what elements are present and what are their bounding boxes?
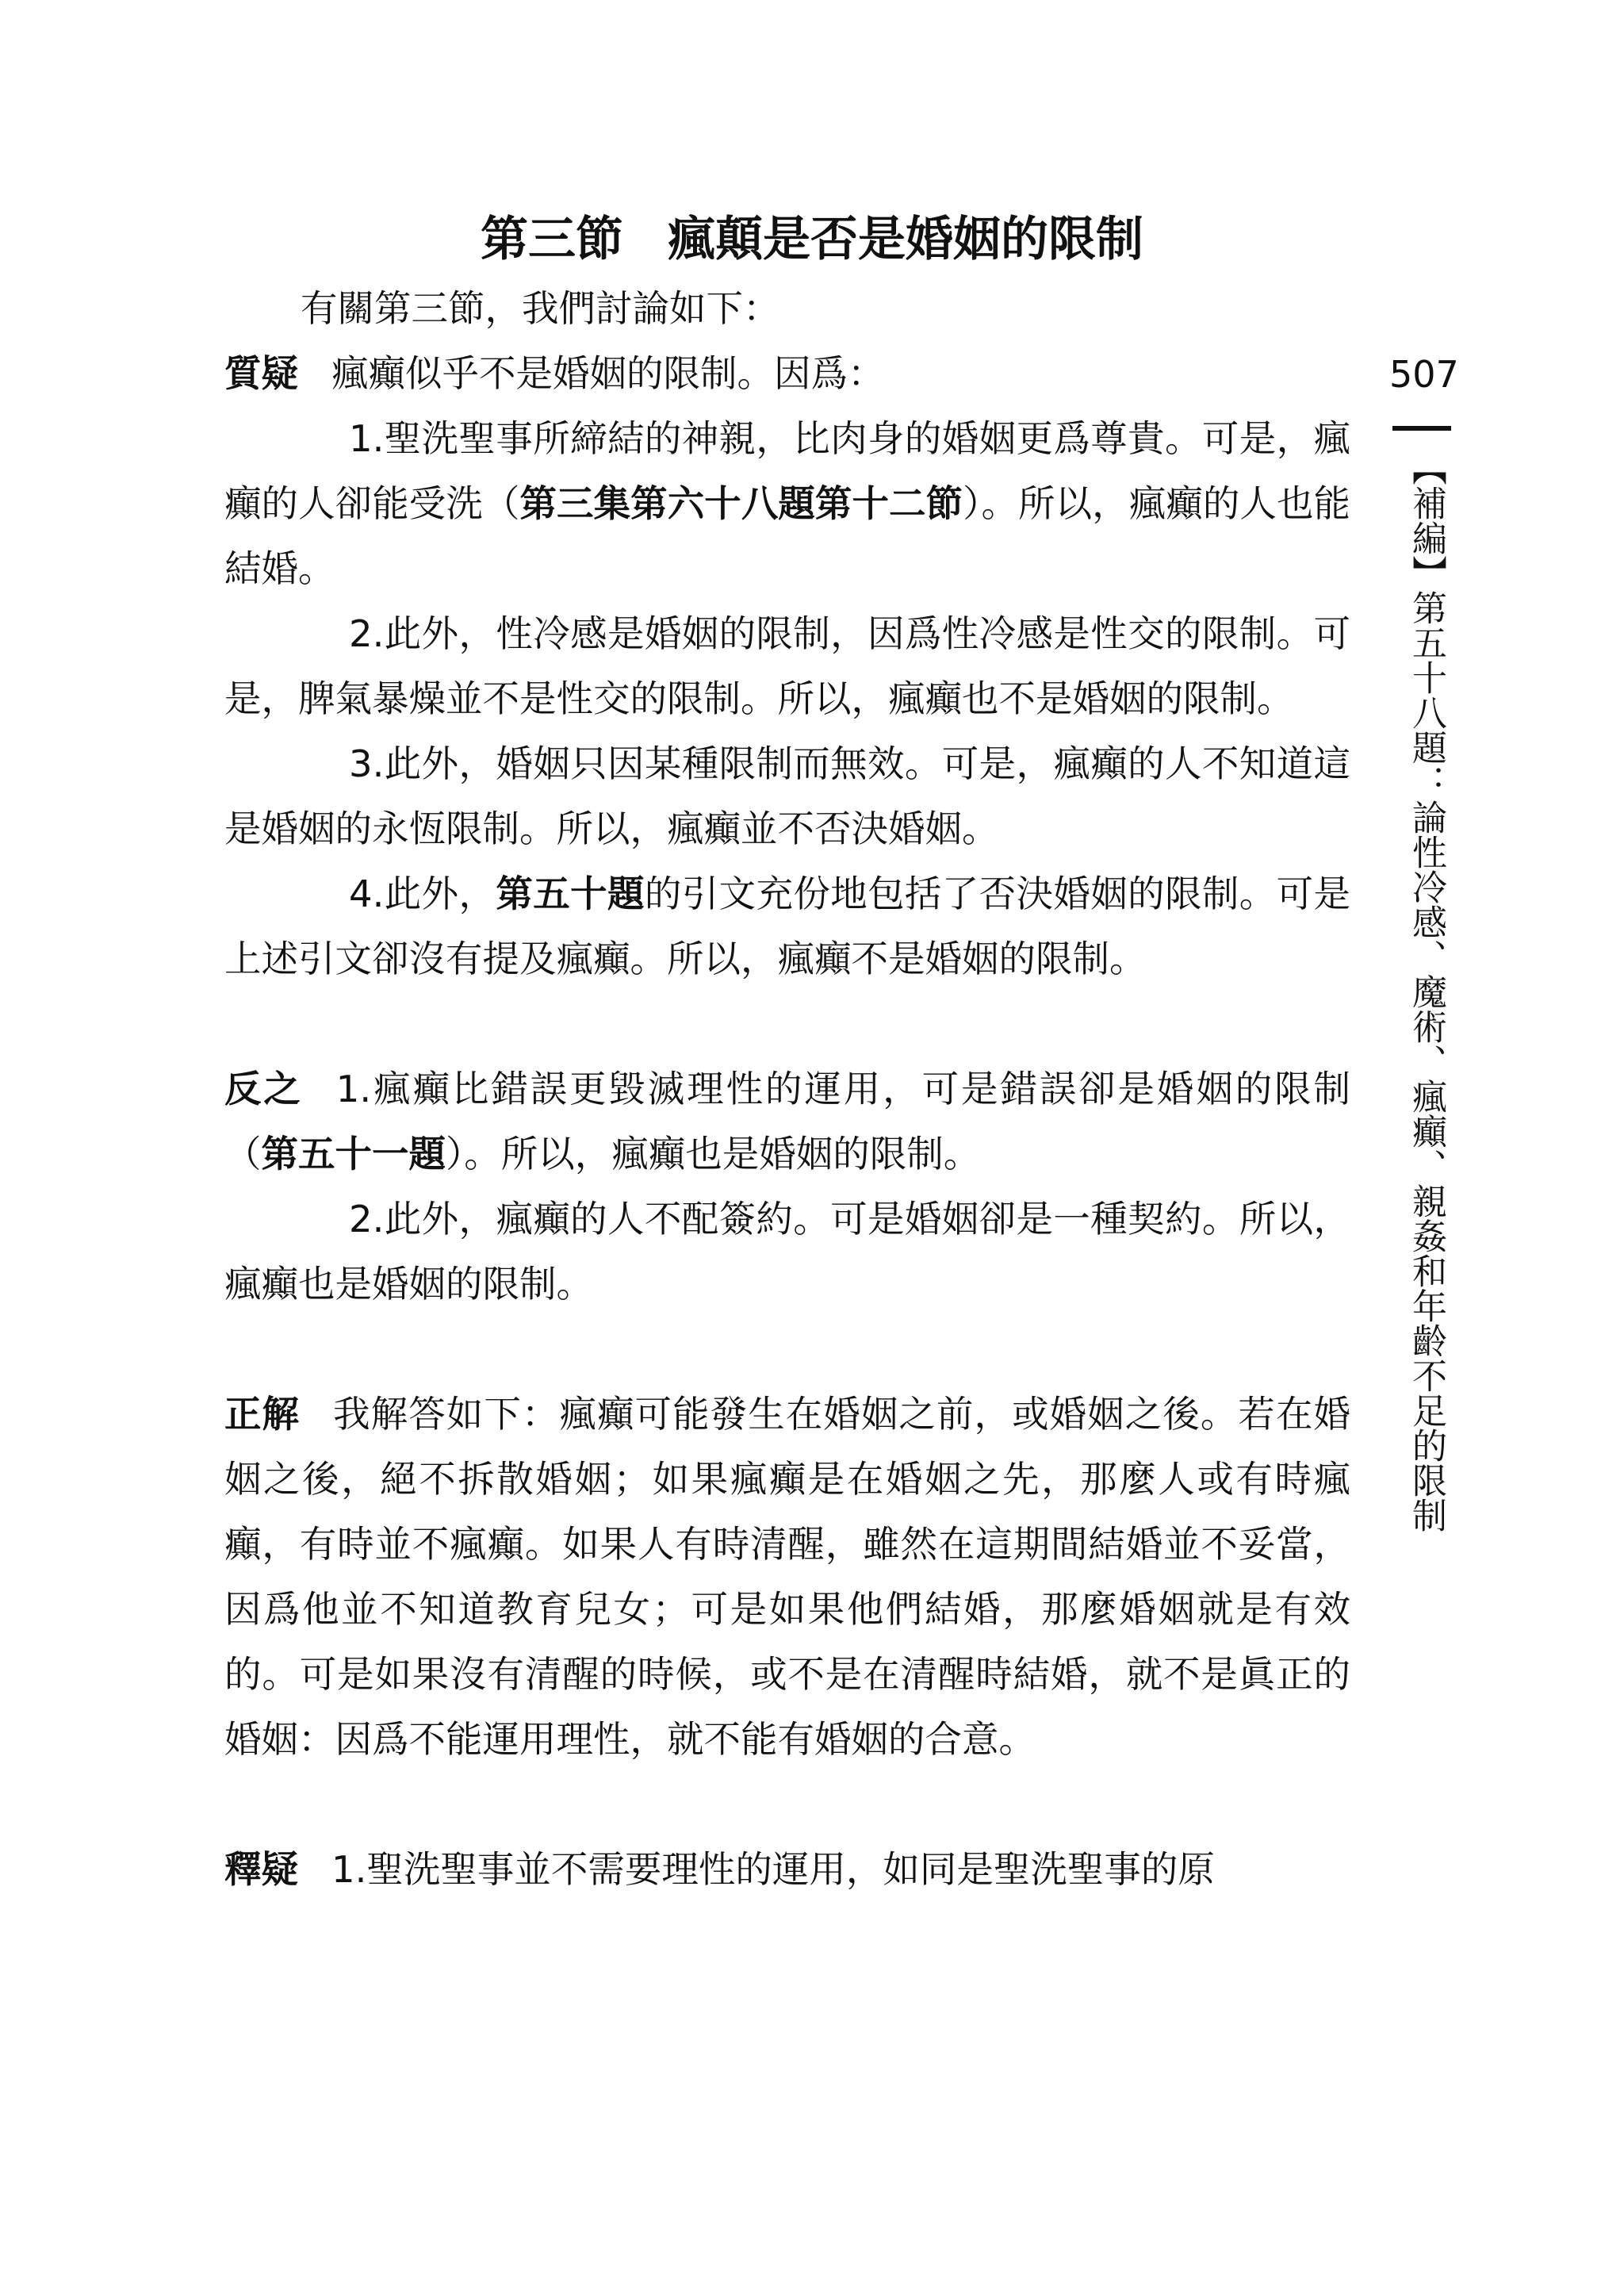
replies-label: 釋疑 (224, 1848, 298, 1891)
objection-1-text-b: ）。所以，瘋癲的人也能結婚。 (224, 482, 1351, 590)
main-text (224, 276, 1350, 1902)
objection-4 (224, 861, 1350, 991)
objection-1-text-a: 1.聖洗聖事所締結的神親，比肉身的婚姻更爲尊貴。可是，瘋癲的人卻能受洗（ (224, 417, 1350, 525)
objection-3: 3.此外，婚姻只因某種限制而無效。可是，瘋癲的人不知道這是婚姻的永恆限制。所以，瘋癲並不否決婚姻。 (224, 742, 1350, 850)
intro-paragraph: 有關第三節，我們討論如下： (301, 287, 780, 330)
objection-2: 2.此外，性冷感是婚姻的限制，因爲性冷感是性交的限制。可是，脾氣暴燥並不是性交的限制。所以，瘋癲也不是婚姻的限制。 (224, 612, 1350, 720)
section-title (0, 208, 1624, 271)
objection-1 (224, 406, 1350, 601)
sed-contra-1-text-a: 1.瘋癲比錯誤更毀滅理性的運用，可是錯誤卻是婚姻的限制（ (224, 1068, 1350, 1175)
sed-contra-1 (224, 1056, 1350, 1187)
objections-label: 質疑 (224, 352, 298, 395)
sed-contra-1-text-b: ）。所以，瘋癲也是婚姻的限制。 (446, 1133, 981, 1175)
answer-paragraph (224, 1382, 1350, 1772)
objection-4-text-a: 4.此外， (349, 872, 496, 915)
running-head: 【補編】第五十八題：論性冷感、魔術、瘋癲、親姦和年齡不足的限制 (1406, 451, 1446, 1532)
answer-text: 我解答如下：瘋癲可能發生在婚姻之前，或婚姻之後。若在婚姻之後，絕不拆散婚姻；如果瘋癲是在婚姻之先，那麼人或有時瘋癲，有時並不瘋癲。如果人有時清醒，雖然在這期間結婚並不妥當，因爲他並不知道教育兒女；可是如果他們結婚，那麼婚姻就是有效的。可是如果沒有清醒的時候，或不是在清醒時結婚，就不是眞正的婚姻：因爲不能運用理性，就不能有婚姻的合意。 (224, 1393, 1351, 1761)
page-number: 507 (1389, 353, 1459, 396)
section-heading: 瘋顛是否是婚姻的限制 (668, 212, 1143, 267)
sed-contra-2: 2.此外，瘋癲的人不配簽約。可是婚姻卻是一種契約。所以，瘋癲也是婚姻的限制。 (224, 1198, 1350, 1306)
reply-1-text: 1.聖洗聖事並不需要理性的運用，如同是聖洗聖事的原 (331, 1848, 1215, 1891)
objections-lead-text: 瘋癲似乎不是婚姻的限制。因爲： (331, 352, 885, 395)
objections-lead (224, 341, 1350, 406)
header-rule (1392, 426, 1451, 431)
answer-label: 正解 (224, 1393, 301, 1436)
sed-contra-1-reference: 第五十一題 (261, 1133, 446, 1175)
reply-1 (224, 1837, 1350, 1902)
objection-4-reference: 第五十題 (496, 872, 645, 915)
objection-1-reference: 第三集第六十八題第十二節 (519, 482, 963, 525)
sed-contra-label: 反之 (224, 1068, 303, 1110)
section-number: 第三節 (481, 212, 623, 267)
objection-4-text-b: 的引文充份地包括了否決婚姻的限制。可是上述引文卻沒有提及瘋癲。所以，瘋癲不是婚姻的限制。 (224, 872, 1351, 980)
